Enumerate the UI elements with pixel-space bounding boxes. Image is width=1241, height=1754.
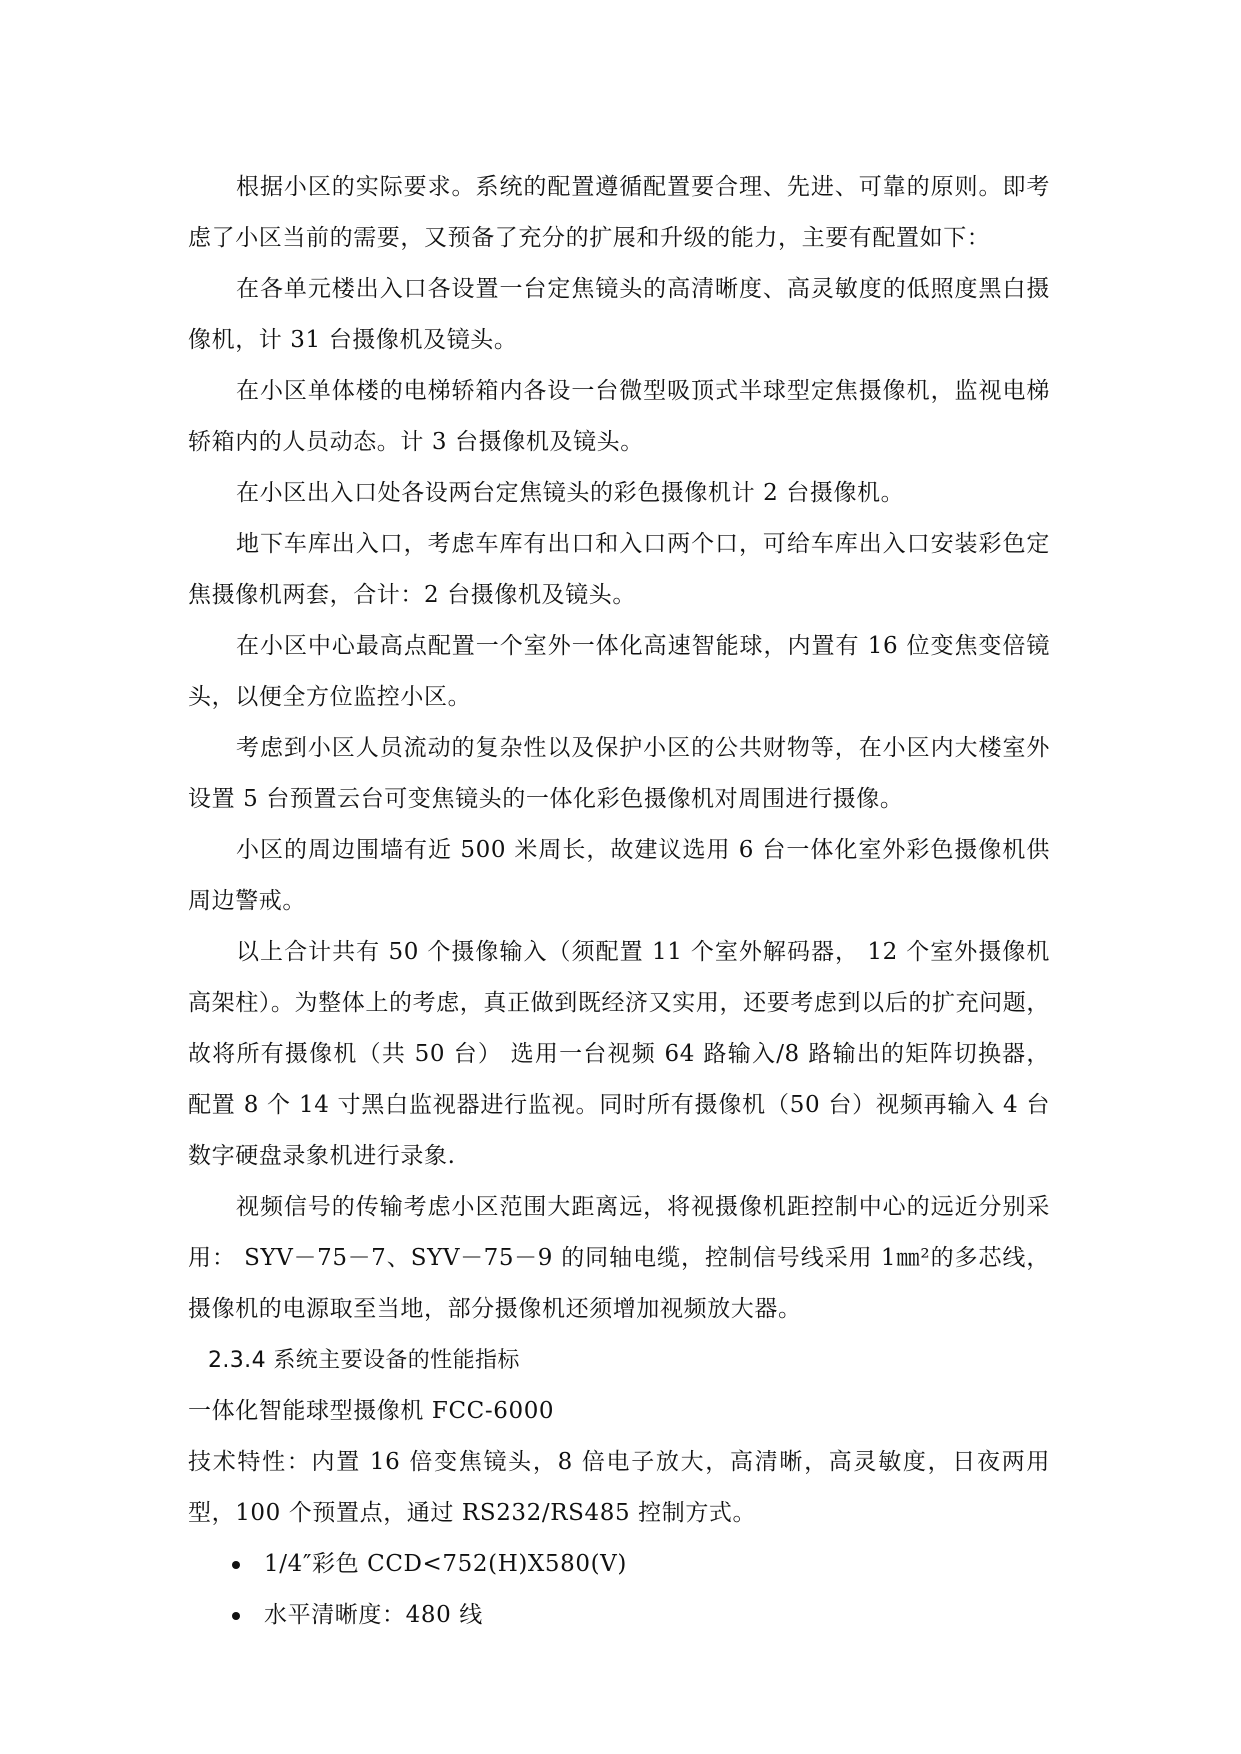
paragraph-speed-dome: 在小区中心最高点配置一个室外一体化高速智能球，内置有 16 位变焦变倍镜头，以便全方位监控小区。 — [188, 633, 1050, 710]
list-item — [188, 1590, 1050, 1641]
paragraph-outdoor-ptz: 考虑到小区人员流动的复杂性以及保护小区的公共财物等，在小区内大楼室外设置 5 台预置云台可变焦镜头的一体化彩色摄像机对周围进行摄像。 — [188, 735, 1050, 812]
paragraph-transmission: 视频信号的传输考虑小区范围大距离远，将视摄像机距控制中心的远近分别采用： SYV－75－7、SYV－75－9 的同轴电缆，控制信号线采用 1㎜²的多芯线，摄像机的电源取至当地，部分摄像机还须增加视频放大器。 — [188, 1194, 1050, 1322]
paragraph-gate-cameras: 在小区出入口处各设两台定焦镜头的彩色摄像机计 2 台摄像机。 — [236, 480, 905, 506]
document-page — [188, 162, 1050, 1641]
product-features: 技术特性：内置 16 倍变焦镜头，8 倍电子放大，高清晰，高灵敏度，日夜两用型，100 个预置点，通过 RS232/RS485 控制方式。 — [188, 1449, 1050, 1526]
paragraph-total-summary: 以上合计共有 50 个摄像输入（须配置 11 个室外解码器， 12 个室外摄像机高架柱）。为整体上的考虑，真正做到既经济又实用，还要考虑到以后的扩充问题，故将所有摄像机（共 50 台） 选用一台视频 64 路输入/8 路输出的矩阵切换器，配置 8 个 14 寸黑白监视器进行监视。同时所有摄像机（50 台）视频再输入 4 台数字硬盘录象机进行录象. — [188, 939, 1050, 1169]
product-name: 一体化智能球型摄像机 FCC-6000 — [188, 1398, 555, 1424]
section-heading: 2.3.4 系统主要设备的性能指标 — [208, 1348, 520, 1373]
spec-resolution: 水平清晰度：480 线 — [264, 1602, 483, 1628]
paragraph-requirements: 根据小区的实际要求。系统的配置遵循配置要合理、先进、可靠的原则。即考虑了小区当前的需要，又预备了充分的扩展和升级的能力，主要有配置如下： — [188, 174, 1050, 251]
bullet-icon — [232, 1612, 240, 1620]
paragraph-perimeter-cameras: 小区的周边围墙有近 500 米周长，故建议选用 6 台一体化室外彩色摄像机供周边警戒。 — [188, 837, 1050, 914]
paragraph-unit-entrance-cameras: 在各单元楼出入口各设置一台定焦镜头的高清晰度、高灵敏度的低照度黑白摄像机，计 31 台摄像机及镜头。 — [188, 276, 1050, 353]
spec-list — [188, 1539, 1050, 1641]
paragraph-elevator-cameras: 在小区单体楼的电梯轿箱内各设一台微型吸顶式半球型定焦摄像机，监视电梯轿箱内的人员动态。计 3 台摄像机及镜头。 — [188, 378, 1050, 455]
bullet-icon — [232, 1561, 240, 1569]
paragraph-garage-cameras: 地下车库出入口，考虑车库有出口和入口两个口，可给车库出入口安装彩色定焦摄像机两套，合计：2 台摄像机及镜头。 — [188, 531, 1050, 608]
list-item — [188, 1539, 1050, 1590]
spec-ccd: 1/4″彩色 CCD<752(H)X580(V) — [264, 1551, 627, 1577]
